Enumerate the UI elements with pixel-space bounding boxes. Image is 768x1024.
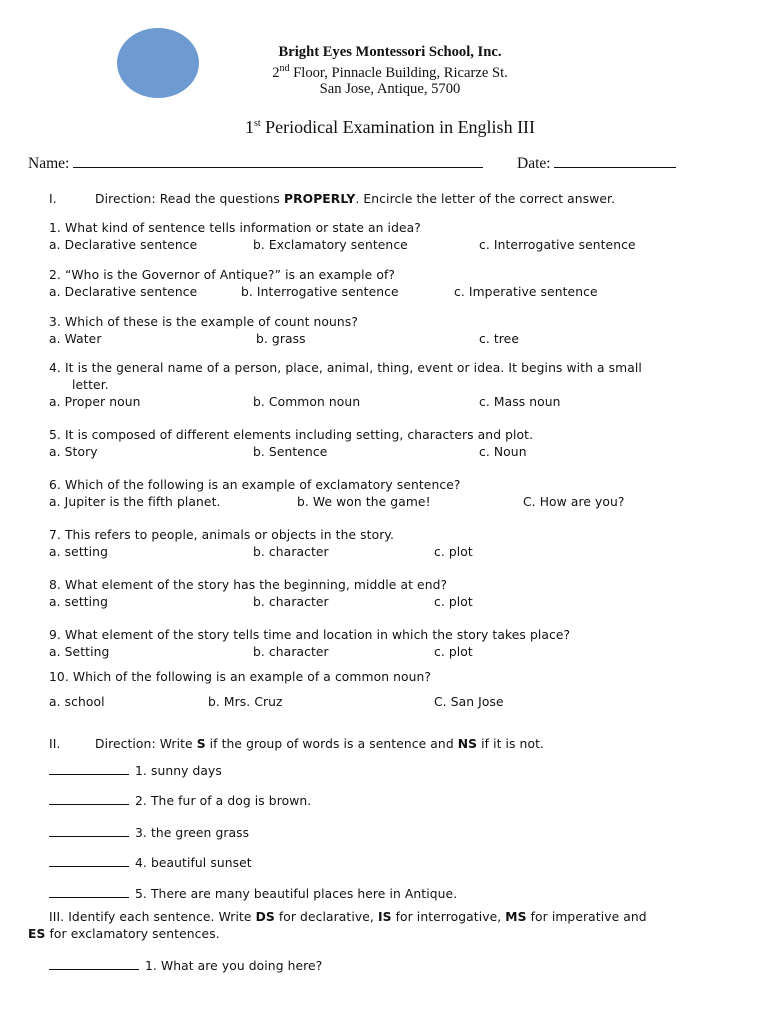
answer-option-c[interactable]: c. plot xyxy=(434,595,473,609)
date-line[interactable] xyxy=(554,155,676,168)
fill-in-item-text: 1. sunny days xyxy=(135,764,222,778)
answer-option-b[interactable]: b. Interrogative sentence xyxy=(241,285,399,299)
question-text: 1. What kind of sentence tells information or state an idea? xyxy=(49,221,421,235)
section2-number: II. xyxy=(49,737,61,751)
question-text: 8. What element of the story has the beginning, middle at end? xyxy=(49,578,448,592)
question-text-continued: letter. xyxy=(72,378,109,392)
answer-option-c[interactable]: c. Noun xyxy=(479,445,527,459)
school-logo xyxy=(117,28,199,98)
answer-option-b[interactable]: b. Sentence xyxy=(253,445,328,459)
name-label: Name: xyxy=(28,155,70,172)
answer-option-b[interactable]: b. grass xyxy=(256,332,306,346)
name-field[interactable] xyxy=(28,155,483,173)
answer-option-a[interactable]: a. Story xyxy=(49,445,98,459)
school-address-line1: 2nd Floor, Pinnacle Building, Ricarze St. xyxy=(272,63,508,81)
section1-direction: Direction: Read the questions PROPERLY. Encircle the letter of the correct answer. xyxy=(95,192,616,206)
answer-option-b[interactable]: b. Exclamatory sentence xyxy=(253,238,408,252)
answer-option-c[interactable]: C. How are you? xyxy=(523,495,625,509)
question-text: 5. It is composed of different elements including setting, characters and plot. xyxy=(49,428,534,442)
answer-option-a[interactable]: a. school xyxy=(49,695,105,709)
fill-in-item xyxy=(49,825,249,840)
question-text: 9. What element of the story tells time and location in which the story takes place? xyxy=(49,628,571,642)
answer-option-c[interactable]: c. plot xyxy=(434,545,473,559)
answer-option-a[interactable]: a. Water xyxy=(49,332,102,346)
date-field[interactable] xyxy=(517,155,676,173)
question-text: 3. Which of these is the example of count nouns? xyxy=(49,315,358,329)
identify-item xyxy=(49,958,322,973)
question-text: 7. This refers to people, animals or objects in the story. xyxy=(49,528,394,542)
fill-in-item xyxy=(49,793,311,808)
answer-option-a[interactable]: a. setting xyxy=(49,595,108,609)
answer-option-c[interactable]: c. Mass noun xyxy=(479,395,561,409)
answer-option-c[interactable]: c. Imperative sentence xyxy=(454,285,598,299)
answer-option-a[interactable]: a. setting xyxy=(49,545,108,559)
answer-option-c[interactable]: c. Interrogative sentence xyxy=(479,238,636,252)
answer-blank[interactable] xyxy=(49,855,129,867)
answer-option-b[interactable]: b. character xyxy=(253,545,329,559)
identify-item-text: 1. What are you doing here? xyxy=(145,959,323,973)
question-text: 4. It is the general name of a person, place, animal, thing, event or idea. It begins with a small xyxy=(49,361,642,375)
fill-in-item-text: 2. The fur of a dog is brown. xyxy=(135,794,312,808)
fill-in-item xyxy=(49,886,457,901)
answer-option-b[interactable]: b. We won the game! xyxy=(297,495,431,509)
question-text: 2. “Who is the Governor of Antique?” is an example of? xyxy=(49,268,395,282)
fill-in-item xyxy=(49,763,222,778)
answer-option-a[interactable]: a. Declarative sentence xyxy=(49,238,198,252)
question-text: 6. Which of the following is an example of exclamatory sentence? xyxy=(49,478,461,492)
answer-option-b[interactable]: b. character xyxy=(253,595,329,609)
section2-direction: Direction: Write S if the group of words is a sentence and NS if it is not. xyxy=(95,737,544,751)
name-line[interactable] xyxy=(73,155,483,168)
answer-option-b[interactable]: b. Mrs. Cruz xyxy=(208,695,283,709)
answer-blank[interactable] xyxy=(49,825,129,837)
answer-option-c[interactable]: c. tree xyxy=(479,332,520,346)
answer-option-c[interactable]: c. plot xyxy=(434,645,473,659)
question-text: 10. Which of the following is an example of a common noun? xyxy=(49,670,432,684)
fill-in-item-text: 4. beautiful sunset xyxy=(135,856,252,870)
answer-blank[interactable] xyxy=(49,886,129,898)
answer-option-c[interactable]: C. San Jose xyxy=(434,695,504,709)
school-address-line2: San Jose, Antique, 5700 xyxy=(319,81,461,97)
answer-option-a[interactable]: a. Declarative sentence xyxy=(49,285,198,299)
answer-option-a[interactable]: a. Setting xyxy=(49,645,110,659)
fill-in-item xyxy=(49,855,252,870)
answer-option-b[interactable]: b. character xyxy=(253,645,329,659)
fill-in-item-text: 5. There are many beautiful places here in Antique. xyxy=(135,887,458,901)
section3-direction-line1: III. Identify each sentence. Write DS for declarative, IS for interrogative, MS for imperative and xyxy=(49,910,647,924)
answer-blank[interactable] xyxy=(49,958,139,970)
section1-number: I. xyxy=(49,192,57,206)
answer-option-a[interactable]: a. Jupiter is the fifth planet. xyxy=(49,495,221,509)
answer-option-a[interactable]: a. Proper noun xyxy=(49,395,141,409)
fill-in-item-text: 3. the green grass xyxy=(135,826,250,840)
date-label: Date: xyxy=(517,155,551,172)
answer-blank[interactable] xyxy=(49,793,129,805)
school-name: Bright Eyes Montessori School, Inc. xyxy=(278,44,502,60)
section3-direction-line2: ES for exclamatory sentences. xyxy=(28,927,220,941)
exam-title: 1st Periodical Examination in English III xyxy=(244,117,536,137)
answer-option-b[interactable]: b. Common noun xyxy=(253,395,361,409)
answer-blank[interactable] xyxy=(49,763,129,775)
